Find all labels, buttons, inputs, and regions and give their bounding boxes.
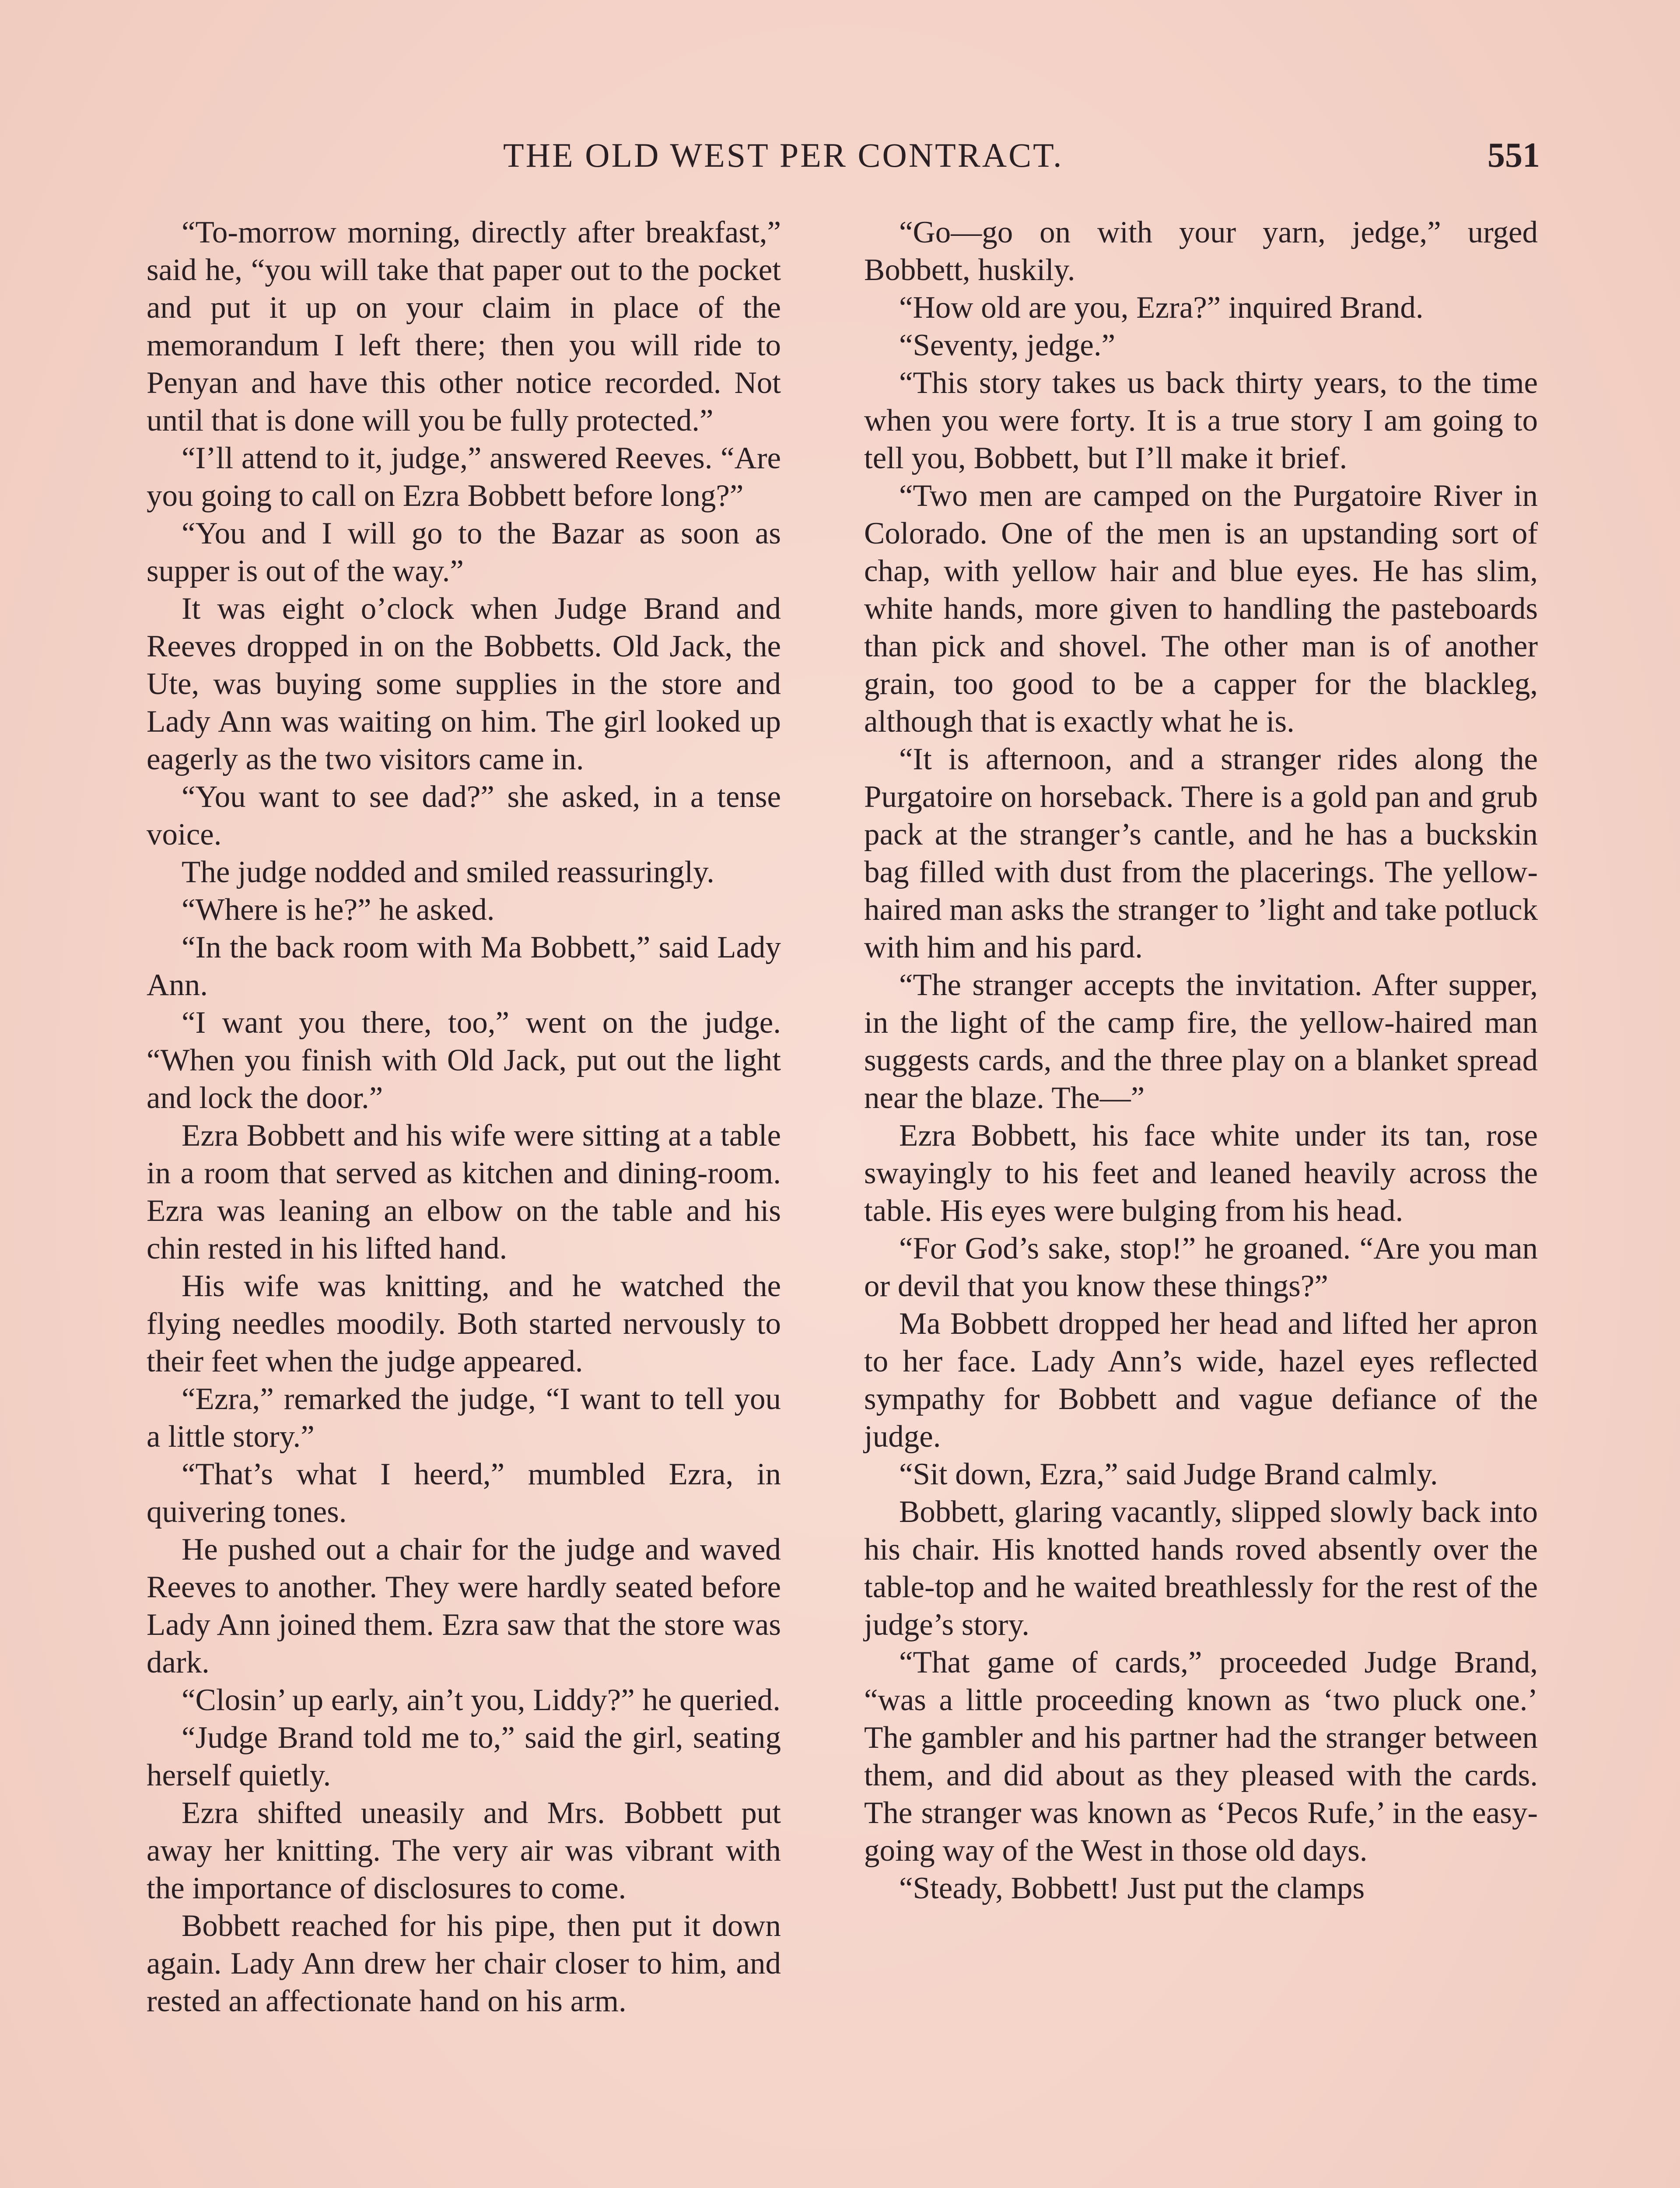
paragraph: “In the back room with Ma Bobbett,” said Lady Ann. <box>147 930 781 1002</box>
paragraph: “To-morrow morning, directly after breakfast,” said he, “you will take that paper out to the pocket and put it up on your claim in place of the memorandum I left there; then you will ride to Penyan and have this other notice recorded. Not until that is done will you be fully protected.” <box>147 215 781 438</box>
paragraph: “I’ll attend to it, judge,” answered Reeves. “Are you going to call on Ezra Bobbett before long?” <box>147 441 781 513</box>
running-title: THE OLD WEST PER CONTRACT. <box>503 136 1064 174</box>
paragraph: It was eight o’clock when Judge Brand and Reeves dropped in on the Bobbetts. Old Jack, the Ute, was buying some supplies in the store and Lady Ann was waiting on him. The girl looked up eagerly as the two visitors came in. <box>147 592 781 776</box>
paragraph: “For God’s sake, stop!” he groaned. “Are you man or devil that you know these things?” <box>864 1231 1538 1303</box>
paragraph: “Closin’ up early, ain’t you, Liddy?” he queried. <box>182 1683 780 1717</box>
paragraph: “Ezra,” remarked the judge, “I want to tell you a little story.” <box>147 1382 781 1454</box>
paragraph: “I want you there, too,” went on the judge. “When you finish with Old Jack, put out the light and lock the door.” <box>147 1006 781 1115</box>
paragraph: “Where is he?” he asked. <box>182 893 495 927</box>
paragraph: “Go—go on with your yarn, jedge,” urged Bobbett, huskily. <box>864 215 1538 287</box>
paragraph: “Steady, Bobbett! Just put the clamps <box>899 1871 1365 1905</box>
paragraph: “How old are you, Ezra?” inquired Brand. <box>899 291 1424 325</box>
paragraph: “It is afternoon, and a stranger rides along the Purgatoire on horseback. There is a gold pan and grub pack at the stranger’s cantle, and he has a buckskin bag filled with dust from the placerings. The yellow-haired man asks the stranger to ’light and take potluck with him and his pard. <box>864 742 1538 964</box>
paragraph: His wife was knitting, and he watched the flying needles moodily. Both started nervously to their feet when the judge appeared. <box>147 1269 781 1378</box>
paragraph: “The stranger accepts the invitation. After supper, in the light of the camp fire, the yellow-haired man suggests cards, and the three play on a blanket spread near the blaze. The—” <box>864 968 1538 1115</box>
paragraph: Ezra Bobbett and his wife were sitting at a table in a room that served as kitchen and dining-room. Ezra was leaning an elbow on the table and his chin rested in his lifted hand. <box>147 1119 781 1266</box>
right-column <box>864 214 1538 1907</box>
paragraph: “Two men are camped on the Purgatoire River in Colorado. One of the men is an upstanding sort of chap, with yellow hair and blue eyes. He has slim, white hands, more given to handling the pasteboards than pick and shovel. The other man is of another grain, too good to be a capper for the blackleg, although that is exactly what he is. <box>864 479 1538 739</box>
paragraph: “This story takes us back thirty years, to the time when you were forty. It is a true story I am going to tell you, Bobbett, but I’ll make it brief. <box>864 366 1538 475</box>
paragraph: The judge nodded and smiled reassuringly. <box>182 855 714 889</box>
paragraph: Ezra Bobbett, his face white under its tan, rose swayingly to his feet and leaned heavily across the table. His eyes were bulging from his head. <box>864 1119 1538 1228</box>
paragraph: “Sit down, Ezra,” said Judge Brand calmly. <box>899 1457 1438 1491</box>
page-header <box>503 131 1540 179</box>
paragraph: Ezra shifted uneasily and Mrs. Bobbett put away her knitting. The very air was vibrant with the importance of disclosures to come. <box>147 1796 781 1905</box>
paragraph: Bobbett reached for his pipe, then put it down again. Lady Ann drew her chair closer to him, and rested an affectionate hand on his arm. <box>147 1909 781 2018</box>
paragraph: Ma Bobbett dropped her head and lifted her apron to her face. Lady Ann’s wide, hazel eyes reflected sympathy for Bobbett and vague defiance of the judge. <box>864 1307 1538 1454</box>
page-number: 551 <box>1488 136 1540 175</box>
left-column <box>147 214 781 2020</box>
paragraph: “Seventy, jedge.” <box>899 328 1116 362</box>
paragraph: “You want to see dad?” she asked, in a tense voice. <box>147 780 781 852</box>
paragraph: “That’s what I heerd,” mumbled Ezra, in quivering tones. <box>147 1457 781 1529</box>
paragraph: “Judge Brand told me to,” said the girl, seating herself quietly. <box>147 1721 781 1792</box>
paragraph: He pushed out a chair for the judge and waved Reeves to another. They were hardly seated before Lady Ann joined them. Ezra saw that the store was dark. <box>147 1532 781 1680</box>
paragraph: Bobbett, glaring vacantly, slipped slowly back into his chair. His knotted hands roved absently over the table-top and he waited breathlessly for the rest of the judge’s story. <box>864 1495 1538 1642</box>
paragraph: “You and I will go to the Bazar as soon as supper is out of the way.” <box>147 516 781 588</box>
paragraph: “That game of cards,” proceeded Judge Brand, “was a little proceeding known as ‘two pluck one.’ The gambler and his partner had the stranger between them, and did about as they pleased with the cards. The stranger was known as ‘Pecos Rufe,’ in the easy-going way of the West in those old days. <box>864 1645 1538 1868</box>
